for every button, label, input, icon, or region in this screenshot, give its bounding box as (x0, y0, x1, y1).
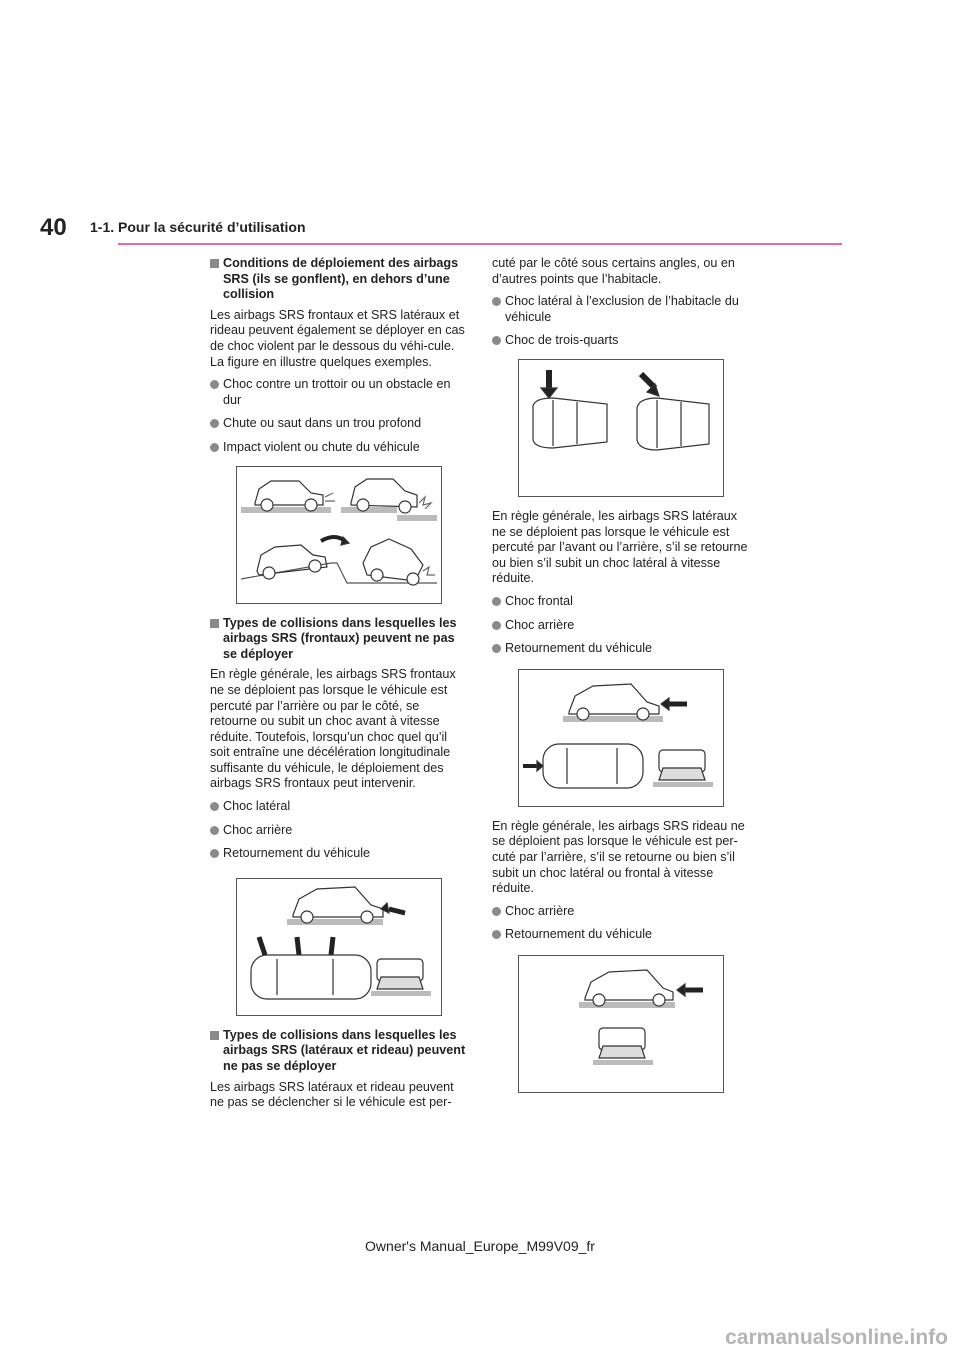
figure-frontal-exceptions (236, 878, 442, 1016)
section-title: 1-1. Pour la sécurité d’utilisation (90, 219, 306, 235)
list-item: Choc latéral (210, 799, 466, 815)
paragraph: En règle générale, les airbags SRS frontaux ne se déploient pas lorsque le véhicule est percuté par l’arrière ou par le côté, se retourne ou subit un choc avant à vitesse réduite. Toutefois, lorsqu’un choc quel qu’il soit entraîne une décélération longitudinale suffisante du véhicule, le déploiement des airbags SRS frontaux peut intervenir. (210, 667, 456, 791)
list-item: Choc arrière (492, 904, 750, 920)
footer-manual-id: Owner's Manual_Europe_M99V09_fr (365, 1238, 595, 1254)
list-item: Choc de trois-quarts (492, 333, 750, 349)
round-bullet-icon (210, 826, 219, 835)
heading-side-curtain-no-deploy: Types de collisions dans lesquelles les airbags SRS (latéraux et rideau) peuvent ne pas se déployer (210, 1028, 466, 1075)
round-bullet-icon (210, 802, 219, 811)
paragraph: En règle générale, les airbags SRS latéraux ne se déploient pas lorsque le véhicule est percuté par l’avant ou l’arrière, s’il se retourne ou bien s’il subit un choc latéral à vitesse réduite. (492, 508, 748, 586)
list-item: Retournement du véhicule (210, 846, 466, 862)
watermark: carmanualsonline.info (725, 1326, 948, 1349)
round-bullet-icon (492, 930, 501, 939)
figure-side-quarter-impacts (518, 359, 724, 497)
list-item: Impact violent ou chute du véhicule (210, 440, 466, 456)
round-bullet-icon (210, 419, 219, 428)
list-item: Choc frontal (492, 594, 750, 610)
left-column (210, 256, 466, 1118)
heading-frontal-no-deploy: Types de collisions dans lesquelles les airbags SRS (frontaux) peuvent ne pas se déployer (210, 616, 466, 663)
round-bullet-icon (210, 443, 219, 452)
round-bullet-icon (492, 907, 501, 916)
paragraph: Les airbags SRS frontaux et SRS latéraux et rideau peuvent également se déployer en cas de choc violent par le dessous du véhi-cule. La figure en illustre quelques exemples. (210, 307, 465, 369)
round-bullet-icon (492, 336, 501, 345)
right-column (492, 256, 750, 1105)
paragraph: cuté par le côté sous certains angles, ou en d’autres points que l’habitacle. (492, 256, 735, 286)
square-bullet-icon (210, 259, 219, 268)
page-number: 40 (40, 214, 67, 241)
square-bullet-icon (210, 1031, 219, 1040)
figure-side-exceptions (518, 669, 724, 807)
paragraph: Les airbags SRS latéraux et rideau peuvent ne pas se déclencher si le véhicule est per- (210, 1079, 454, 1110)
list-item: Retournement du véhicule (492, 927, 750, 943)
round-bullet-icon (492, 297, 501, 306)
round-bullet-icon (210, 849, 219, 858)
paragraph: En règle générale, les airbags SRS rideau ne se déploient pas lorsque le véhicule est per-cuté par l’arrière, s’il se retourne ou bien s’il subit un choc latéral ou frontal à vitesse réduite. (492, 818, 745, 896)
figure-underbody-impacts (236, 466, 442, 604)
header-rule (118, 243, 842, 245)
list-item: Retournement du véhicule (492, 641, 750, 657)
round-bullet-icon (492, 621, 501, 630)
list-item: Chute ou saut dans un trou profond (210, 416, 466, 432)
list-item: Choc contre un trottoir ou un obstacle en dur (210, 377, 466, 408)
figure-curtain-exceptions (518, 955, 724, 1093)
heading-deployment-conditions: Conditions de déploiement des airbags SRS (ils se gonflent), en dehors d’une collision (210, 256, 466, 303)
list-item: Choc arrière (210, 823, 466, 839)
round-bullet-icon (492, 597, 501, 606)
round-bullet-icon (210, 380, 219, 389)
square-bullet-icon (210, 619, 219, 628)
list-item: Choc latéral à l’exclusion de l’habitacle du véhicule (492, 294, 750, 325)
round-bullet-icon (492, 644, 501, 653)
list-item: Choc arrière (492, 618, 750, 634)
